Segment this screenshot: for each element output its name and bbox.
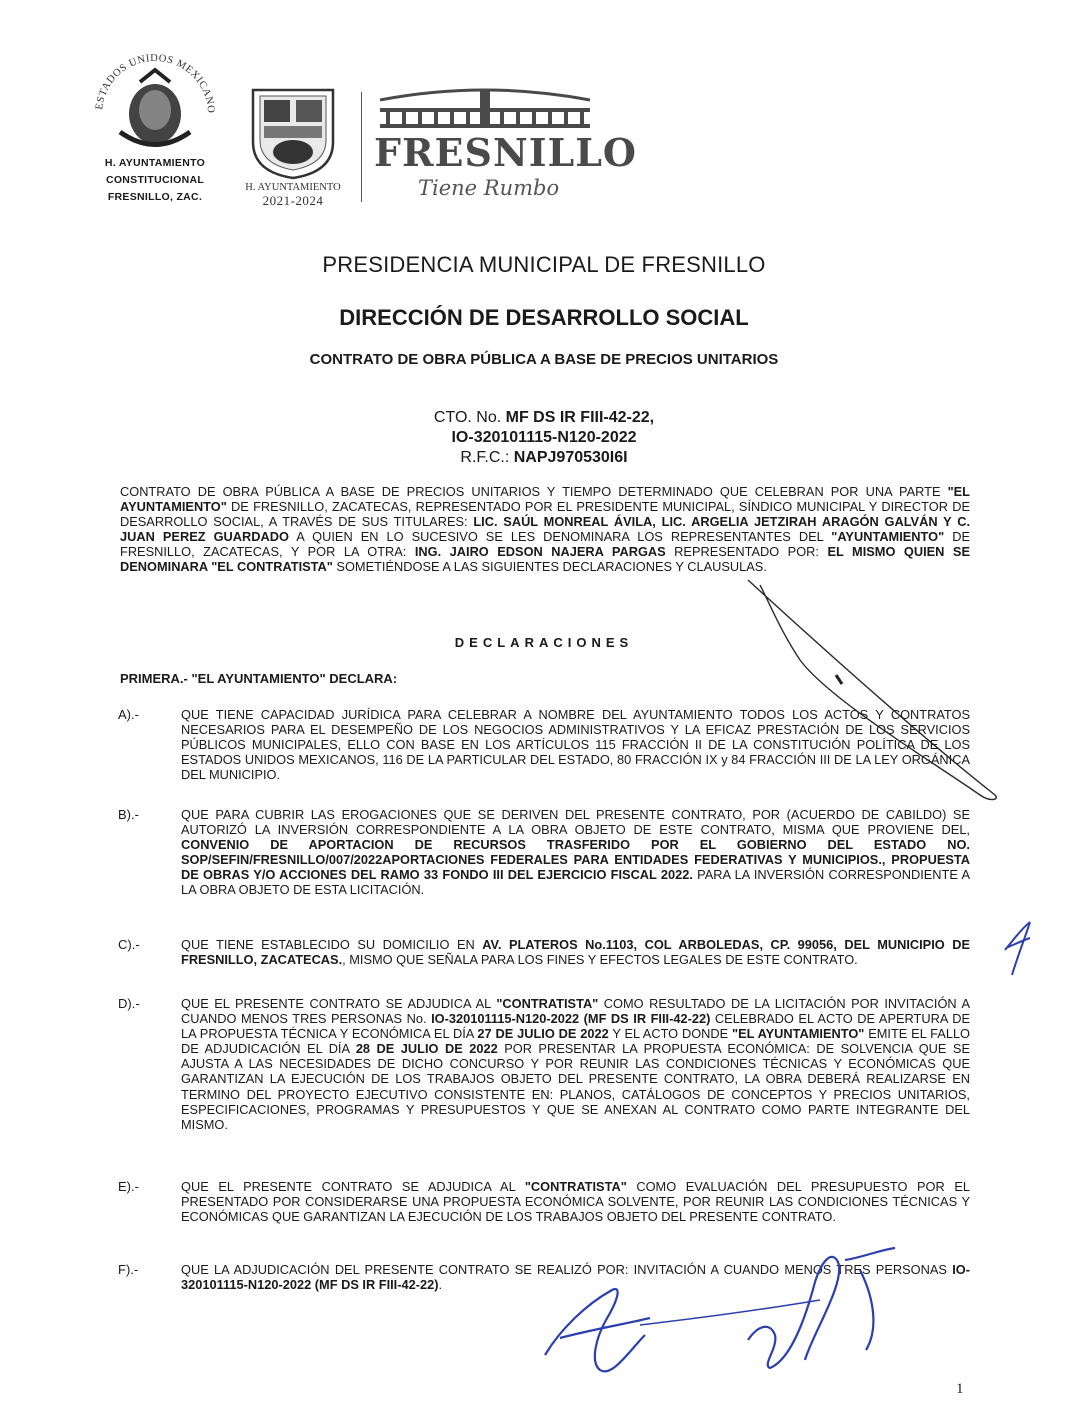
item-d-bold: "EL AYUNTAMIENTO" (732, 1026, 865, 1042)
intro-text: A QUIEN EN LO SUCESIVO SE LES DENOMINARA LOS REPRESENTANTES DEL (288, 529, 832, 545)
item-e-bold: "CONTRATISTA" (524, 1179, 627, 1194)
cto-number: MF DS IR FIII-42-22, (505, 409, 655, 426)
fresnillo-logo (372, 86, 638, 211)
primera-heading: PRIMERA.- "EL AYUNTAMIENTO" DECLARA: (120, 671, 398, 686)
intro-text: DE FRESNILLO, ZACATECAS, REPRESENTADO POR EL PRESIDENTE MUNICIPAL, SÍNDICO MUNICIPAL Y DIRECTOR DE DESARROLLO SOCIAL, A TRAVÉS DE SUS TITULARES: (120, 499, 970, 530)
item-f-part: QUE LA ADJUDICACIÓN DEL PRESENTE CONTRATO SE REALIZÓ POR: INVITACIÓN A CUANDO MENOS TRES PERSONAS (181, 1262, 953, 1277)
declaraciones-heading: DECLARACIONES (454, 635, 634, 650)
item-d-part: CELEBRADO EL ACTO DE APERTURA DE LA PROPUESTA TÉCNICA Y ECONÓMICA EL DÍA (181, 1011, 971, 1042)
item-d-part: COMO RESULTADO DE LA LICITACIÓN POR INVITACIÓN A CUANDO MENOS TRES PERSONAS No. (181, 996, 971, 1027)
item-label-f: F).- (118, 1262, 139, 1277)
direccion-title: DIRECCIÓN DE DESARROLLO SOCIAL (339, 305, 749, 330)
item-e-text (181, 1179, 970, 1224)
io-code-line (0, 428, 1088, 448)
check-mark-stroke (836, 675, 842, 684)
item-d-bold: 28 DE JULIO DE 2022 (355, 1041, 498, 1057)
item-d-part: EMITE EL FALLO DE ADJUDICACIÓN EL DÍA (181, 1026, 971, 1057)
ayuntamiento-period (236, 181, 350, 207)
ayuntamiento-caption (80, 155, 230, 206)
item-d-part: POR PRESENTAR LA PROPUESTA ECONÓMICA: DE SOLVENCIA QUE SE AJUSTA A LAS NECESIDADES DE DICHO CONCURSO Y POR REUNIR LAS CONDICIONES TÉCNICAS Y ECONÓMICAS QUE GARANTIZAN LA EJECUCIÓN DE LOS TRABAJOS OBJETO DEL PRESENTE CONTRATO, LA OBRA DEBERÁ REALIZARSE EN TERMINO DEL PROYECTO EJECUTIVO CONSISTENTE EN: PLANOS, CATÁLOGOS DE CONCEPTOS Y PRECIOS UNITARIOS, ESPECIFICACIONES, PROGRAMAS Y PRESUPUESTOS Y QUE SE ANEXAN AL CONTRATO COMO PARTE INTEGRANTE DEL MISMO. (181, 1041, 970, 1132)
item-d-bold: "CONTRATISTA" (496, 996, 599, 1011)
intro-bold: EL MISMO QUIEN SE DENOMINARA "EL CONTRATISTA" (120, 544, 970, 575)
item-c-text (181, 937, 970, 967)
caption-line-3: FRESNILLO, ZAC. (107, 191, 203, 203)
item-d-bold: IO-320101115-N120-2022 (MF DS IR FIII-42-22) (431, 1011, 711, 1027)
item-e-part: COMO EVALUACIÓN DEL PRESUPUESTO POR EL PRESENTADO POR CONSIDERARSE UNA PROPUESTA ECONÓMICA SOLVENTE, POR REUNIR LAS CONDICIONES TÉCNICAS Y ECONÓMICAS QUE GARANTIZAN LA EJECUCIÓN DE LOS TRABAJOS OBJETO DEL PRESENTE CONTRATO. (181, 1179, 970, 1225)
item-d-text (181, 996, 970, 1132)
item-label-b: B).- (118, 807, 139, 822)
seal-arc-text: ESTADOS UNIDOS MEXICANO (94, 52, 217, 114)
ayuntamiento-shield (248, 86, 338, 180)
aqueduct-icon (372, 86, 598, 130)
item-label-e: E).- (118, 1179, 139, 1194)
header-divider (361, 92, 362, 202)
item-label-a: A).- (118, 707, 139, 722)
intro-paragraph (120, 484, 970, 575)
item-f-part: . (438, 1277, 443, 1293)
rfc-line (0, 448, 1088, 468)
page-number: 1 (956, 1381, 964, 1397)
intro-text: DE FRESNILLO, ZACATECAS, Y POR LA OTRA: (120, 529, 970, 560)
intro-bold: "AYUNTAMIENTO" (831, 529, 945, 545)
item-b-bold: CONVENIO DE APORTACION DE RECURSOS TRASFERIDO POR EL GOBIERNO DEL ESTADO NO. SOP/SEFIN/FRESNILLO/007/2022APORTACIONES FEDERALES PARA ENTIDADES FEDERATIVAS Y MUNICIPIOS., PROPUESTA DE OBRAS Y/O ACCIONES DEL RAMO 33 FONDO III DEL EJERCICIO FISCAL 2022. (181, 837, 970, 883)
brand-slogan: Tiene Rumbo (418, 176, 560, 200)
item-c-part: QUE TIENE ESTABLECIDO SU DOMICILIO EN (181, 937, 483, 952)
intro-bold: LIC. SAÚL MONREAL ÁVILA, LIC. ARGELIA JETZIRAH ARAGÓN GALVÁN Y C. JUAN PEREZ GUARDADO (120, 514, 970, 545)
brand-name: FRESNILLO (374, 130, 638, 175)
mexico-coat-of-arms (80, 52, 230, 152)
caption-line-2: CONSTITUCIONAL (105, 174, 205, 186)
cto-line (0, 408, 1088, 428)
item-d-part: QUE EL PRESENTE CONTRATO SE ADJUDICA AL (181, 996, 497, 1011)
signature-underline (640, 1300, 820, 1325)
contract-type-title: CONTRATO DE OBRA PÚBLICA A BASE DE PRECIOS UNITARIOS (309, 351, 779, 368)
cto-label: CTO. No. (433, 409, 506, 426)
initial-mark-right (1005, 922, 1030, 975)
eagle-seal-icon (80, 52, 230, 152)
rfc-value: NAPJ970530I6I (513, 449, 628, 466)
item-b-text (181, 807, 970, 898)
item-label-d: D).- (118, 996, 140, 1011)
intro-bold: "EL AYUNTAMIENTO" (120, 484, 970, 515)
item-b-part: PARA LA INVERSIÓN CORRESPONDIENTE A LA OBRA OBJETO DE ESTA LICITACIÓN. (181, 867, 970, 898)
signature-left (545, 1289, 650, 1371)
ayuntamiento-years: 2021-2024 (262, 193, 324, 208)
item-f-text (181, 1262, 970, 1292)
item-a-text: QUE TIENE CAPACIDAD JURÍDICA PARA CELEBRAR A NOMBRE DEL AYUNTAMIENTO TODOS LOS ACTOS Y CONTRATOS NECESARIOS PARA EL DESEMPEÑO DE LOS NEGOCIOS ADMINISTRATIVOS Y LA EFICAZ PRESTACIÓN DE LOS SERVICIOS PÚBLICOS MUNICIPALES, ELLO CON BASE EN LOS ARTÍCULOS 115 FRACCIÓN II DE LA CONSTITUCIÓN POLÍTICA DE LOS ESTADOS UNIDOS MEXICANOS, 116 DE LA PARTICULAR DEL ESTADO, 80 FRACCIÓN IX y 84 FRACCIÓN III DE LA LEY ORGÁNICA DEL MUNICIPIO. (181, 707, 970, 783)
item-c-bold: AV. PLATEROS No.1103, COL ARBOLEDAS, CP. 99056, DEL MUNICIPIO DE FRESNILLO, ZACATECAS. (181, 937, 971, 968)
item-f-bold: IO-320101115-N120-2022 (MF DS IR FIII-42-22) (181, 1262, 970, 1293)
io-code: IO-320101115-N120-2022 (451, 429, 637, 446)
item-e-part: QUE EL PRESENTE CONTRATO SE ADJUDICA AL (181, 1179, 525, 1194)
item-label-c: C).- (118, 937, 140, 952)
item-d-bold: 27 DE JULIO DE 2022 (477, 1026, 609, 1042)
intro-text: REPRESENTADO POR: (665, 544, 828, 560)
caption-line-1: H. AYUNTAMIENTO (104, 157, 206, 169)
item-d-part: Y EL ACTO DONDE (608, 1026, 733, 1042)
intro-text: SOMETIÉNDOSE A LAS SIGUIENTES DECLARACIONES Y CLAUSULAS. (332, 559, 767, 575)
ayuntamiento-label: H. AYUNTAMIENTO (245, 182, 341, 193)
item-b-part: QUE PARA CUBRIR LAS EROGACIONES QUE SE DERIVEN DEL PRESENTE CONTRATO, POR (ACUERDO DE CABILDO) SE AUTORIZÓ LA INVERSIÓN CORRESPONDIENTE A LA OBRA OBJETO DE ESTE CONTRATO, MISMA QUE PROVIENE DEL, (181, 807, 970, 838)
shield-icon (248, 86, 338, 180)
presidencia-title: PRESIDENCIA MUNICIPAL DE FRESNILLO (322, 252, 766, 277)
item-c-part: , MISMO QUE SEÑALA PARA LOS FINES Y EFECTOS LEGALES DE ESTE CONTRATO. (342, 952, 858, 968)
intro-bold: ING. JAIRO EDSON NAJERA PARGAS (414, 544, 666, 560)
contract-identifiers (0, 408, 1088, 468)
rfc-label: R.F.C.: (460, 449, 514, 466)
intro-text: CONTRATO DE OBRA PÚBLICA A BASE DE PRECIOS UNITARIOS Y TIEMPO DETERMINADO QUE CELEBRAN POR UNA PARTE (120, 484, 948, 499)
